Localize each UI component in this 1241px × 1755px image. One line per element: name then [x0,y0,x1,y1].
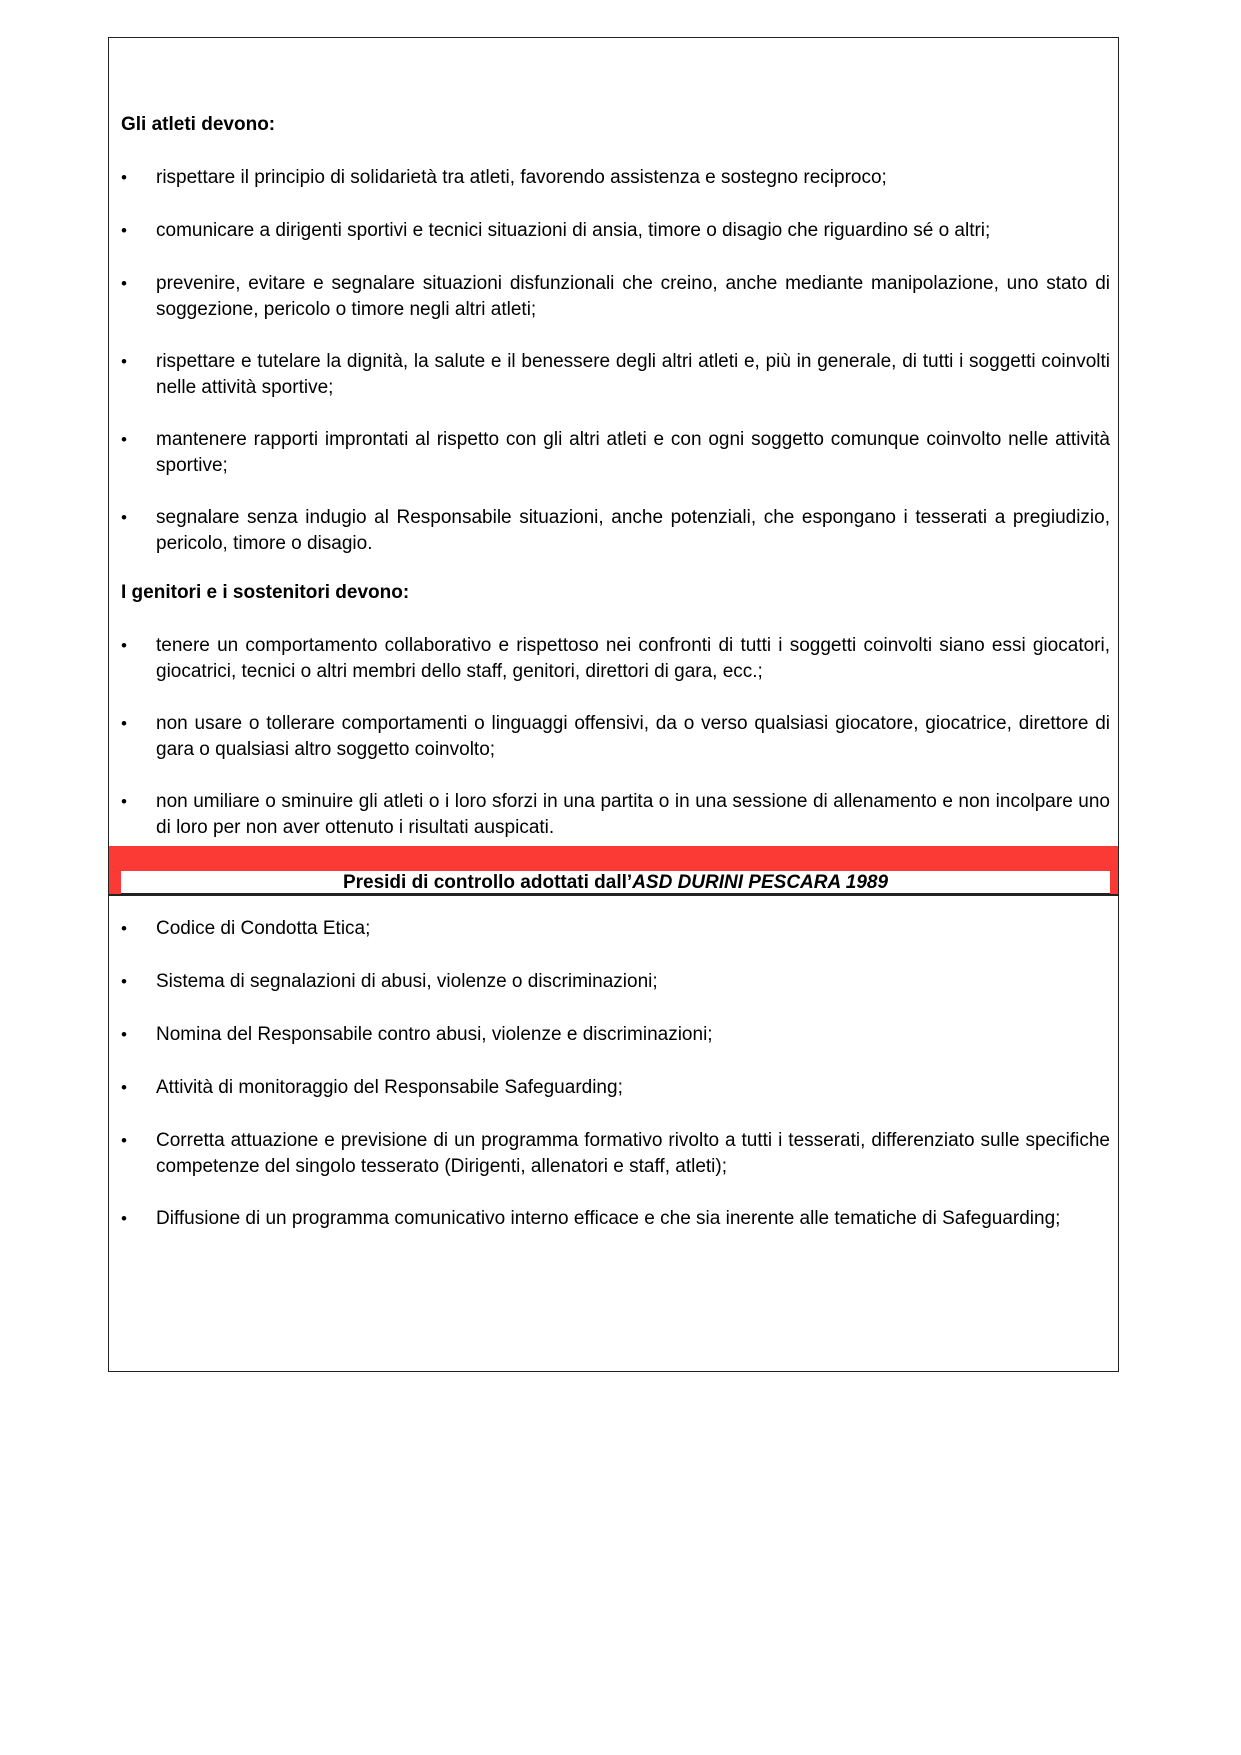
list-item-text: Attività di monitoraggio del Responsabile Safeguarding; [156,1077,623,1098]
bullet-icon: • [121,352,127,371]
list-item-text: Sistema di segnalazioni di abusi, violenze o discriminazioni; [156,971,658,992]
bullet-icon: • [121,1209,127,1228]
banner-divider [109,894,1118,896]
list-item-text: comunicare a dirigenti sportivi e tecnici situazioni di ansia, timore o disagio che riguardino sé o altri; [156,220,991,241]
bullet-icon: • [121,636,127,655]
banner-prefix: Presidi di controllo adottati dall’ [342,872,633,893]
list-item-text: rispettare e tutelare la dignità, la salute e il benessere degli altri atleti e, più in generale, di tutti i soggetti coinvolti nelle attività sportive; [156,351,1110,398]
list-item-text: tenere un comportamento collaborativo e rispettoso nei confronti di tutti i soggetti coinvolti siano essi giocatori, giocatrici, tecnici o altri membri dello staff, genitori, direttori di gara, ecc.; [156,635,1110,682]
list-item-text: Diffusione di un programma comunicativo interno efficace e che sia inerente alle tematiche di Safeguarding; [156,1208,1061,1229]
list-item-text: non umiliare o sminuire gli atleti o i loro sforzi in una partita o in una sessione di allenamento e non incolpare uno di loro per non aver ottenuto i risultati auspicati. [156,791,1110,838]
bullet-icon: • [121,1131,127,1150]
bullet-icon: • [121,714,127,733]
list-item-text: prevenire, evitare e segnalare situazioni disfunzionali che creino, anche mediante manipolazione, uno stato di soggezione, pericolo o timore negli altri atleti; [156,273,1110,320]
section-banner-title [121,871,1110,894]
bullet-icon: • [121,1078,127,1097]
bullet-icon: • [121,508,127,527]
section-heading-athletes: Gli atleti devono: [121,114,276,135]
list-item-text: rispettare il principio di solidarietà tra atleti, favorendo assistenza e sostegno reciproco; [156,167,887,188]
bullet-icon: • [121,168,127,187]
bullet-icon: • [121,919,127,938]
list-item-text: non usare o tollerare comportamenti o linguaggi offensivi, da o verso qualsiasi giocatore, giocatrice, direttore di gara o qualsiasi altro soggetto coinvolto; [156,713,1110,760]
list-item-text: segnalare senza indugio al Responsabile situazioni, anche potenziali, che espongano i tesserati a pregiudizio, pericolo, timore o disagio. [156,507,1110,554]
list-item-text: Corretta attuazione e previsione di un programma formativo rivolto a tutti i tesserati, differenziato sulle specifiche competenze del singolo tesserato (Dirigenti, allenatori e staff, atleti); [156,1130,1110,1177]
list-item-text: Codice di Condotta Etica; [156,918,371,939]
section-heading-parents: I genitori e i sostenitori devono: [121,582,410,603]
bullet-icon: • [121,274,127,293]
list-item-text: mantenere rapporti improntati al rispetto con gli altri atleti e con ogni soggetto comunque coinvolto nelle attività sportive; [156,429,1110,476]
banner-org-name: ASD DURINI PESCARA 1989 [632,872,889,893]
bullet-icon: • [121,1025,127,1044]
list-item-text: Nomina del Responsabile contro abusi, violenze e discriminazioni; [156,1024,713,1045]
bullet-icon: • [121,221,127,240]
bullet-icon: • [121,430,127,449]
bullet-icon: • [121,972,127,991]
bullet-icon: • [121,792,127,811]
